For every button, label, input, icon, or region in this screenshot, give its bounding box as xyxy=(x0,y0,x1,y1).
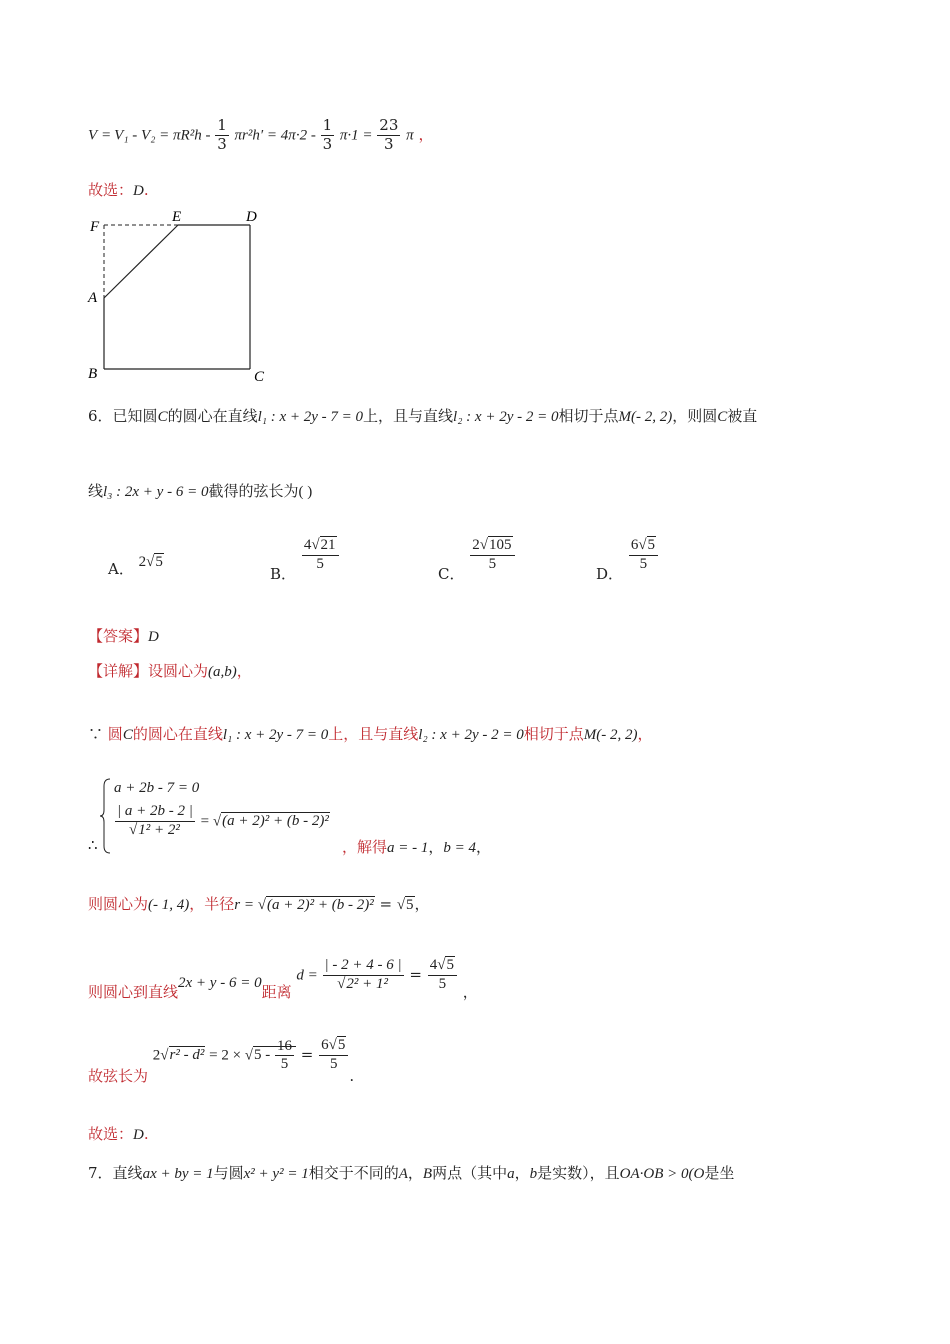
because-l1: l₁ : x + 2y - 7 = 0 xyxy=(222,727,329,743)
system-eq2: $\frac{| a + 2b - 2 |}{\text{√1² + 2²}}$ = √(a + 2)² + (b - 2)² xyxy=(117,803,329,838)
option-c-den: 5 xyxy=(488,555,497,572)
system-eq2-den: 1² + 2² xyxy=(138,821,180,838)
conclusion-answer: D xyxy=(133,1127,144,1143)
label-B: B xyxy=(88,366,98,382)
option-d-coef: 6 xyxy=(630,537,639,553)
volume-mid: πr²h′ = 4π·2 - xyxy=(234,127,320,144)
chord-result: $\frac{6√5}{5}$ xyxy=(319,1038,348,1073)
option-d-rad: 5 xyxy=(647,537,656,553)
distance-line-eq: 2x + y - 6 = 0 xyxy=(178,975,262,992)
option-d-fraction: $\frac{6√5}{5}$ xyxy=(629,538,658,573)
q6-circle-c-2: C xyxy=(717,409,728,425)
q6-line-l2: l₂ : x + 2y - 2 = 0 xyxy=(453,409,559,425)
radius-rad: (a + 2)² + (b - 2)² xyxy=(266,897,374,913)
conclusion-period: . xyxy=(143,1125,149,1143)
answer-label: 【答案】 xyxy=(88,627,149,645)
volume-result-fraction: $\frac{23}{3}$ xyxy=(379,116,399,153)
q6-blank-paren: ( ) xyxy=(298,484,313,500)
q6-line-l1: l₁ : x + 2y - 7 = 0 xyxy=(257,409,364,425)
distance-result-coef: 4 xyxy=(429,957,438,973)
because-symbol: ∵ xyxy=(88,725,104,743)
q6-point-m: M(- 2, 2) xyxy=(618,409,673,425)
label-D: D xyxy=(246,209,257,225)
q7-var-b: b xyxy=(529,1166,538,1182)
label-C: C xyxy=(254,369,265,385)
q6-number: 6． xyxy=(88,407,113,425)
option-b-fraction: $\frac{4√21}{5}$ xyxy=(302,538,339,573)
q7-sep: ， xyxy=(407,1164,423,1182)
option-b-rad: 21 xyxy=(320,537,336,553)
detail-intro: 设圆心为 xyxy=(148,662,209,680)
prev-conclusion-answer: D xyxy=(133,183,144,199)
because-text-3: 上，且与直线 xyxy=(328,725,419,743)
answer-line xyxy=(88,625,159,646)
radius-lhs: r = xyxy=(234,897,258,913)
q7-circle-eq: x² + y² = 1 xyxy=(243,1166,309,1182)
option-c[interactable] xyxy=(438,537,516,584)
system-eq2-rhs: (a + 2)² + (b - 2)² xyxy=(222,813,329,830)
distance-eq: = xyxy=(409,965,427,984)
q7-text-6: 是坐 xyxy=(704,1164,735,1182)
q7-text-3: 相交于不同的 xyxy=(308,1164,399,1182)
brace-icon xyxy=(100,778,112,854)
option-c-coef: 2 xyxy=(472,537,480,553)
q7-var-a: a xyxy=(507,1166,515,1182)
volume-pi-one: π·1 = xyxy=(339,127,377,144)
center-text-2: ，半径 xyxy=(189,895,235,913)
q6-line-l3: l₃ : 2x + y - 6 = 0 xyxy=(103,484,209,500)
detail-line xyxy=(88,660,252,681)
volume-tail: π xyxy=(406,127,414,144)
center-text-1: 则圆心为 xyxy=(88,895,149,913)
chord-result-coef: 6 xyxy=(321,1037,329,1053)
option-d-den: 5 xyxy=(639,555,648,572)
distance-fraction: $\frac{| - 2 + 4 - 6 |}{\text{√2² + 1²}}$ xyxy=(324,957,402,992)
system-eq2-fraction: $\frac{| a + 2b - 2 |}{\text{√1² + 2²}}$ xyxy=(117,803,193,838)
distance-text-2: 距离 xyxy=(261,983,292,1002)
q6-text-4: 相切于点 xyxy=(558,407,619,425)
because-text-2: 的圆心在直线 xyxy=(132,725,223,743)
system-result xyxy=(342,836,491,857)
system-sep: ， xyxy=(428,838,444,856)
system-eq1: a + 2b - 7 = 0 xyxy=(114,780,200,796)
volume-comma: ， xyxy=(418,125,434,144)
prev-conclusion-label: 故选： xyxy=(88,181,134,199)
distance-result-rad: 5 xyxy=(446,957,454,973)
q7-line xyxy=(88,1162,734,1183)
option-d[interactable] xyxy=(596,537,659,584)
volume-expr-left: V₁ - V₂ = πR²h - xyxy=(114,127,215,144)
system-eq2-num: | a + 2b - 2 | xyxy=(115,804,195,822)
volume-lhs: V xyxy=(88,127,98,144)
q7-text-1: 直线 xyxy=(112,1164,143,1182)
q7-sep2: ， xyxy=(514,1164,530,1182)
q6-circle-c: C xyxy=(157,409,168,425)
system-end: ， xyxy=(476,838,492,856)
option-b-label: B． xyxy=(270,565,297,584)
q6-text-1: 已知圆 xyxy=(112,407,158,425)
label-E: E xyxy=(172,209,182,225)
q6-l2-text-2: 截得的弦长为 xyxy=(208,482,299,500)
because-m: M(- 2, 2) xyxy=(583,727,638,743)
distance-result: $\frac{4√5}{5}$ xyxy=(428,958,457,993)
chord-eq2: = xyxy=(296,1045,319,1064)
distance-lhs: d = xyxy=(296,967,322,984)
chord-inner-num: 16 xyxy=(275,1039,294,1057)
label-F: F xyxy=(90,219,100,235)
q7-text-4: 两点（其中 xyxy=(432,1164,508,1182)
chord-inner-rad xyxy=(253,1037,296,1073)
detail-label: 【详解】 xyxy=(88,662,149,680)
therefore-symbol: ∴ xyxy=(88,836,98,854)
center-radius-line: 则圆心为(- 1, 4)，半径r = √(a + 2)² + (b - 2)² = √5， xyxy=(88,895,430,913)
chord-text: 故弦长为 xyxy=(88,1067,149,1086)
chord-result-den: 5 xyxy=(329,1055,338,1072)
option-a-label: A． xyxy=(108,560,134,578)
q7-text-2: 与圆 xyxy=(213,1164,244,1182)
radius-eq: = xyxy=(374,895,397,913)
because-comma: ， xyxy=(637,725,653,743)
system-a-value: a = - 1 xyxy=(387,840,429,856)
system-b-value: b = 4 xyxy=(443,840,477,856)
chord-result-rad: 5 xyxy=(337,1037,346,1053)
option-b[interactable] xyxy=(270,537,340,584)
q6-text-6: 被直 xyxy=(727,407,758,425)
q6-text-5: ，则圆 xyxy=(672,407,718,425)
system-result-text: ，解得 xyxy=(342,838,388,856)
option-b-coef: 4 xyxy=(303,537,312,553)
prev-conclusion xyxy=(88,179,149,200)
option-c-fraction: $\frac{2√105}{5}$ xyxy=(470,538,514,573)
option-c-label: C． xyxy=(438,565,465,584)
option-d-label: D． xyxy=(596,565,624,584)
option-a-rad: 5 xyxy=(155,554,163,570)
q7-text-5: 是实数），且 xyxy=(537,1164,620,1182)
geometry-figure xyxy=(80,203,280,388)
q7-point-b: B xyxy=(422,1166,433,1182)
detail-center: (a,b) xyxy=(208,664,237,680)
q7-line-eq: ax + by = 1 xyxy=(142,1166,214,1182)
radius-comma: ， xyxy=(414,895,430,913)
q7-point-a: A xyxy=(398,1166,408,1182)
because-text-4: 相切于点 xyxy=(523,725,584,743)
because-text-1: 圆 xyxy=(107,725,123,743)
option-c-rad: 105 xyxy=(489,537,512,553)
option-a-coef: 2 xyxy=(138,554,147,570)
option-a[interactable]: A． 2√5 xyxy=(108,554,163,578)
q6-line1 xyxy=(88,405,757,426)
chord-coef: 2 xyxy=(152,1047,161,1064)
distance-result-den: 5 xyxy=(438,975,447,992)
chord-inner-a: 5 - xyxy=(254,1047,275,1064)
q6-text-2: 的圆心在直线 xyxy=(167,407,258,425)
distance-comma: ， xyxy=(462,983,478,1002)
chord-line: 故弦长为 2√r² - d² = 2 × √5 - $\frac{16}{5}$ = $\frac{6√5}{5}$ . xyxy=(88,1037,355,1086)
volume-formula: V = V₁ - V₂ = πR²h - $\frac{1}{3}$ πr²h′ = 4π·2 - $\frac{1}{3}$ π·1 = $\frac{23}{3}$ π ， xyxy=(88,116,434,153)
chord-eq: = 2 × xyxy=(205,1047,245,1064)
chord-rad: r² - d² xyxy=(169,1047,205,1064)
because-l2: l₂ : x + 2y - 2 = 0 xyxy=(418,727,524,743)
detail-comma: ， xyxy=(236,662,252,680)
detail-conclusion xyxy=(88,1123,149,1144)
distance-text-1: 则圆心到直线 xyxy=(88,983,179,1002)
q6-text-3: 上，且与直线 xyxy=(363,407,454,425)
distance-num: | - 2 + 4 - 6 | xyxy=(323,958,404,976)
q7-number: 7． xyxy=(88,1164,113,1182)
q6-l2-text-1: 线 xyxy=(88,482,104,500)
chord-period: . xyxy=(349,1067,355,1086)
center-value: (- 1, 4) xyxy=(148,897,190,913)
because-line xyxy=(88,723,653,744)
one-third-fraction: $\frac{1}{3}$ xyxy=(217,116,227,153)
conclusion-label: 故选： xyxy=(88,1125,134,1143)
one-third-fraction-2: $\frac{1}{3}$ xyxy=(322,116,333,153)
because-c: C xyxy=(122,727,133,743)
prev-conclusion-period: . xyxy=(143,181,149,199)
label-A: A xyxy=(88,290,98,306)
radius-value: 5 xyxy=(406,897,414,913)
answer-value: D xyxy=(148,629,159,645)
distance-den: 2² + 1² xyxy=(346,975,388,992)
q6-line2 xyxy=(88,480,312,501)
chord-inner-den: 5 xyxy=(280,1056,289,1073)
q7-dot-product: OA·OB > 0(O xyxy=(619,1166,705,1182)
option-b-den: 5 xyxy=(316,555,324,572)
distance-line xyxy=(88,957,478,1002)
